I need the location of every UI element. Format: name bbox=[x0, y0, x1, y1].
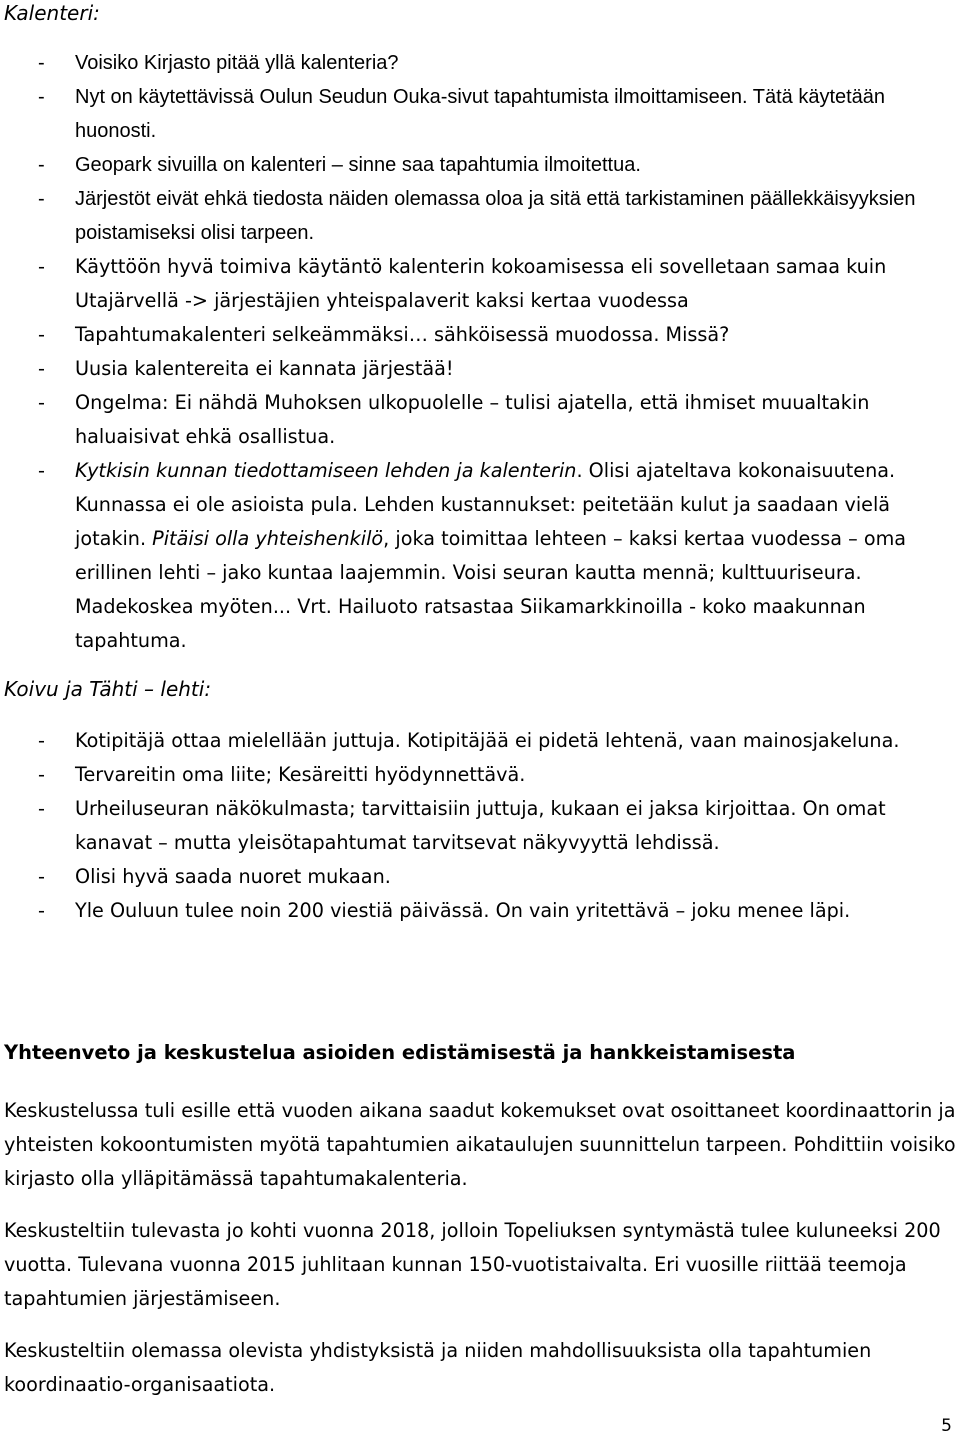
list-item-italic-text: Kytkisin kunnan tiedottamiseen lehden ja kalenterin bbox=[75, 459, 577, 482]
list-item bbox=[0, 454, 958, 658]
list-item-text: Ongelma: Ei nähdä Muhoksen ulkopuolelle – tulisi ajatella, että ihmiset muualtakin haluaisivat ehkä osallistua. bbox=[75, 391, 870, 448]
list-dash: - bbox=[38, 323, 45, 346]
section-heading-kalenteri: Kalenteri: bbox=[4, 1, 100, 25]
list-item-text: Voisiko Kirjasto pitää yllä kalenteria? bbox=[75, 52, 399, 74]
kalenteri-list bbox=[0, 46, 958, 250]
list-item-text: Geopark sivuilla on kalenteri – sinne saa tapahtumia ilmoitettua. bbox=[75, 154, 641, 176]
list-item-text: Yle Ouluun tulee noin 200 viestiä päivässä. On vain yritettävä – joku menee läpi. bbox=[75, 899, 851, 922]
list-item bbox=[0, 860, 958, 894]
list-dash: - bbox=[38, 729, 45, 752]
list-item-text: . Olisi ajateltava kokonaisuutena. Kunnassa ei ole asioista pula. Lehden kustannukset: peitetään kulut ja saadaan vielä jotakin. bbox=[75, 459, 896, 550]
list-item-text: , joka toimittaa lehteen – kaksi kertaa vuodessa – oma erillinen lehti – jako kuntaa laajemmin. Voisi seuran kautta mennä; kulttuuriseura. Madekoskea myöten... Vrt. Hailuoto ratsastaa Siikamarkkinoilla - koko maakunnan tapahtuma. bbox=[75, 527, 907, 652]
list-item-text: Järjestöt eivät ehkä tiedosta näiden olemassa oloa ja sitä että tarkistaminen päällekkäisyyksien poistamiseksi olisi tarpeen. bbox=[75, 188, 916, 244]
section-title-yhteenveto: Yhteenveto ja keskustelua asioiden edistämisestä ja hankkeistamisesta bbox=[4, 1041, 796, 1064]
list-dash: - bbox=[38, 459, 45, 482]
paragraph: Keskusteltiin tulevasta jo kohti vuonna 2018, jolloin Topeliuksen syntymästä tulee kuluneeksi 200 vuotta. Tulevana vuonna 2015 juhlitaan kunnan 150-vuotistaivalta. Eri vuosille riittää teemoja tapahtumien järjestämiseen. bbox=[4, 1219, 941, 1310]
section-heading-koivu-ja-tahti: Koivu ja Tähti – lehti: bbox=[4, 677, 212, 701]
page-number: 5 bbox=[941, 1416, 952, 1436]
list-item bbox=[0, 386, 958, 454]
list-dash: - bbox=[38, 797, 45, 820]
list-dash: - bbox=[38, 86, 45, 108]
list-item bbox=[0, 352, 958, 386]
list-dash: - bbox=[38, 188, 45, 210]
list-dash: - bbox=[38, 763, 45, 786]
list-item bbox=[0, 80, 958, 148]
list-item-text: Urheiluseuran näkökulmasta; tarvittaisiin juttuja, kukaan ei jaksa kirjoittaa. On omat kanavat – mutta yleisötapahtumat tarvitsevat näkyvyyttä lehdissä. bbox=[75, 797, 886, 854]
koivu-ja-tahti-list bbox=[0, 724, 958, 928]
kalenteri-list-continued bbox=[0, 250, 958, 658]
list-item-italic-text: Pitäisi olla yhteishenkilö bbox=[152, 527, 384, 550]
list-item-text: Uusia kalentereita ei kannata järjestää! bbox=[75, 357, 454, 380]
list-item bbox=[0, 318, 958, 352]
list-item-text: Tervareitin oma liite; Kesäreitti hyödynnettävä. bbox=[75, 763, 526, 786]
list-dash: - bbox=[38, 255, 45, 278]
list-item-text: Käyttöön hyvä toimiva käytäntö kalenterin kokoamisessa eli sovelletaan samaa kuin Utajärvellä -> järjestäjien yhteispalaverit kaksi kertaa vuodessa bbox=[75, 255, 887, 312]
list-item bbox=[0, 250, 958, 318]
list-item bbox=[0, 792, 958, 860]
paragraph: Keskusteltiin olemassa olevista yhdistyksistä ja niiden mahdollisuuksista olla tapahtumien koordinaatio-organisaatiota. bbox=[4, 1339, 872, 1396]
list-dash: - bbox=[38, 391, 45, 414]
list-dash: - bbox=[38, 899, 45, 922]
list-dash: - bbox=[38, 154, 45, 176]
list-item bbox=[0, 724, 958, 758]
list-item-text: Kotipitäjä ottaa mielellään juttuja. Kotipitäjää ei pidetä lehtenä, vaan mainosjakeluna. bbox=[75, 729, 900, 752]
list-item-text: Tapahtumakalenteri selkeämmäksi… sähköisessä muodossa. Missä? bbox=[75, 323, 730, 346]
list-dash: - bbox=[38, 865, 45, 888]
list-item bbox=[0, 46, 958, 80]
list-item-text: Nyt on käytettävissä Oulun Seudun Ouka-sivut tapahtumista ilmoittamiseen. Tätä käytetään huonosti. bbox=[75, 86, 886, 142]
list-dash: - bbox=[38, 52, 45, 74]
list-item bbox=[0, 894, 958, 928]
paragraph: Keskustelussa tuli esille että vuoden aikana saadut kokemukset ovat osoittaneet koordinaattorin ja yhteisten kokoontumisten myötä tapahtumien aikataulujen suunnittelun tarpeen. Pohdittiin voisiko kirjasto olla ylläpitämässä tapahtumakalenteria. bbox=[4, 1099, 956, 1190]
list-item bbox=[0, 758, 958, 792]
list-dash: - bbox=[38, 357, 45, 380]
list-item bbox=[0, 182, 958, 250]
list-item-text: Olisi hyvä saada nuoret mukaan. bbox=[75, 865, 391, 888]
list-item bbox=[0, 148, 958, 182]
